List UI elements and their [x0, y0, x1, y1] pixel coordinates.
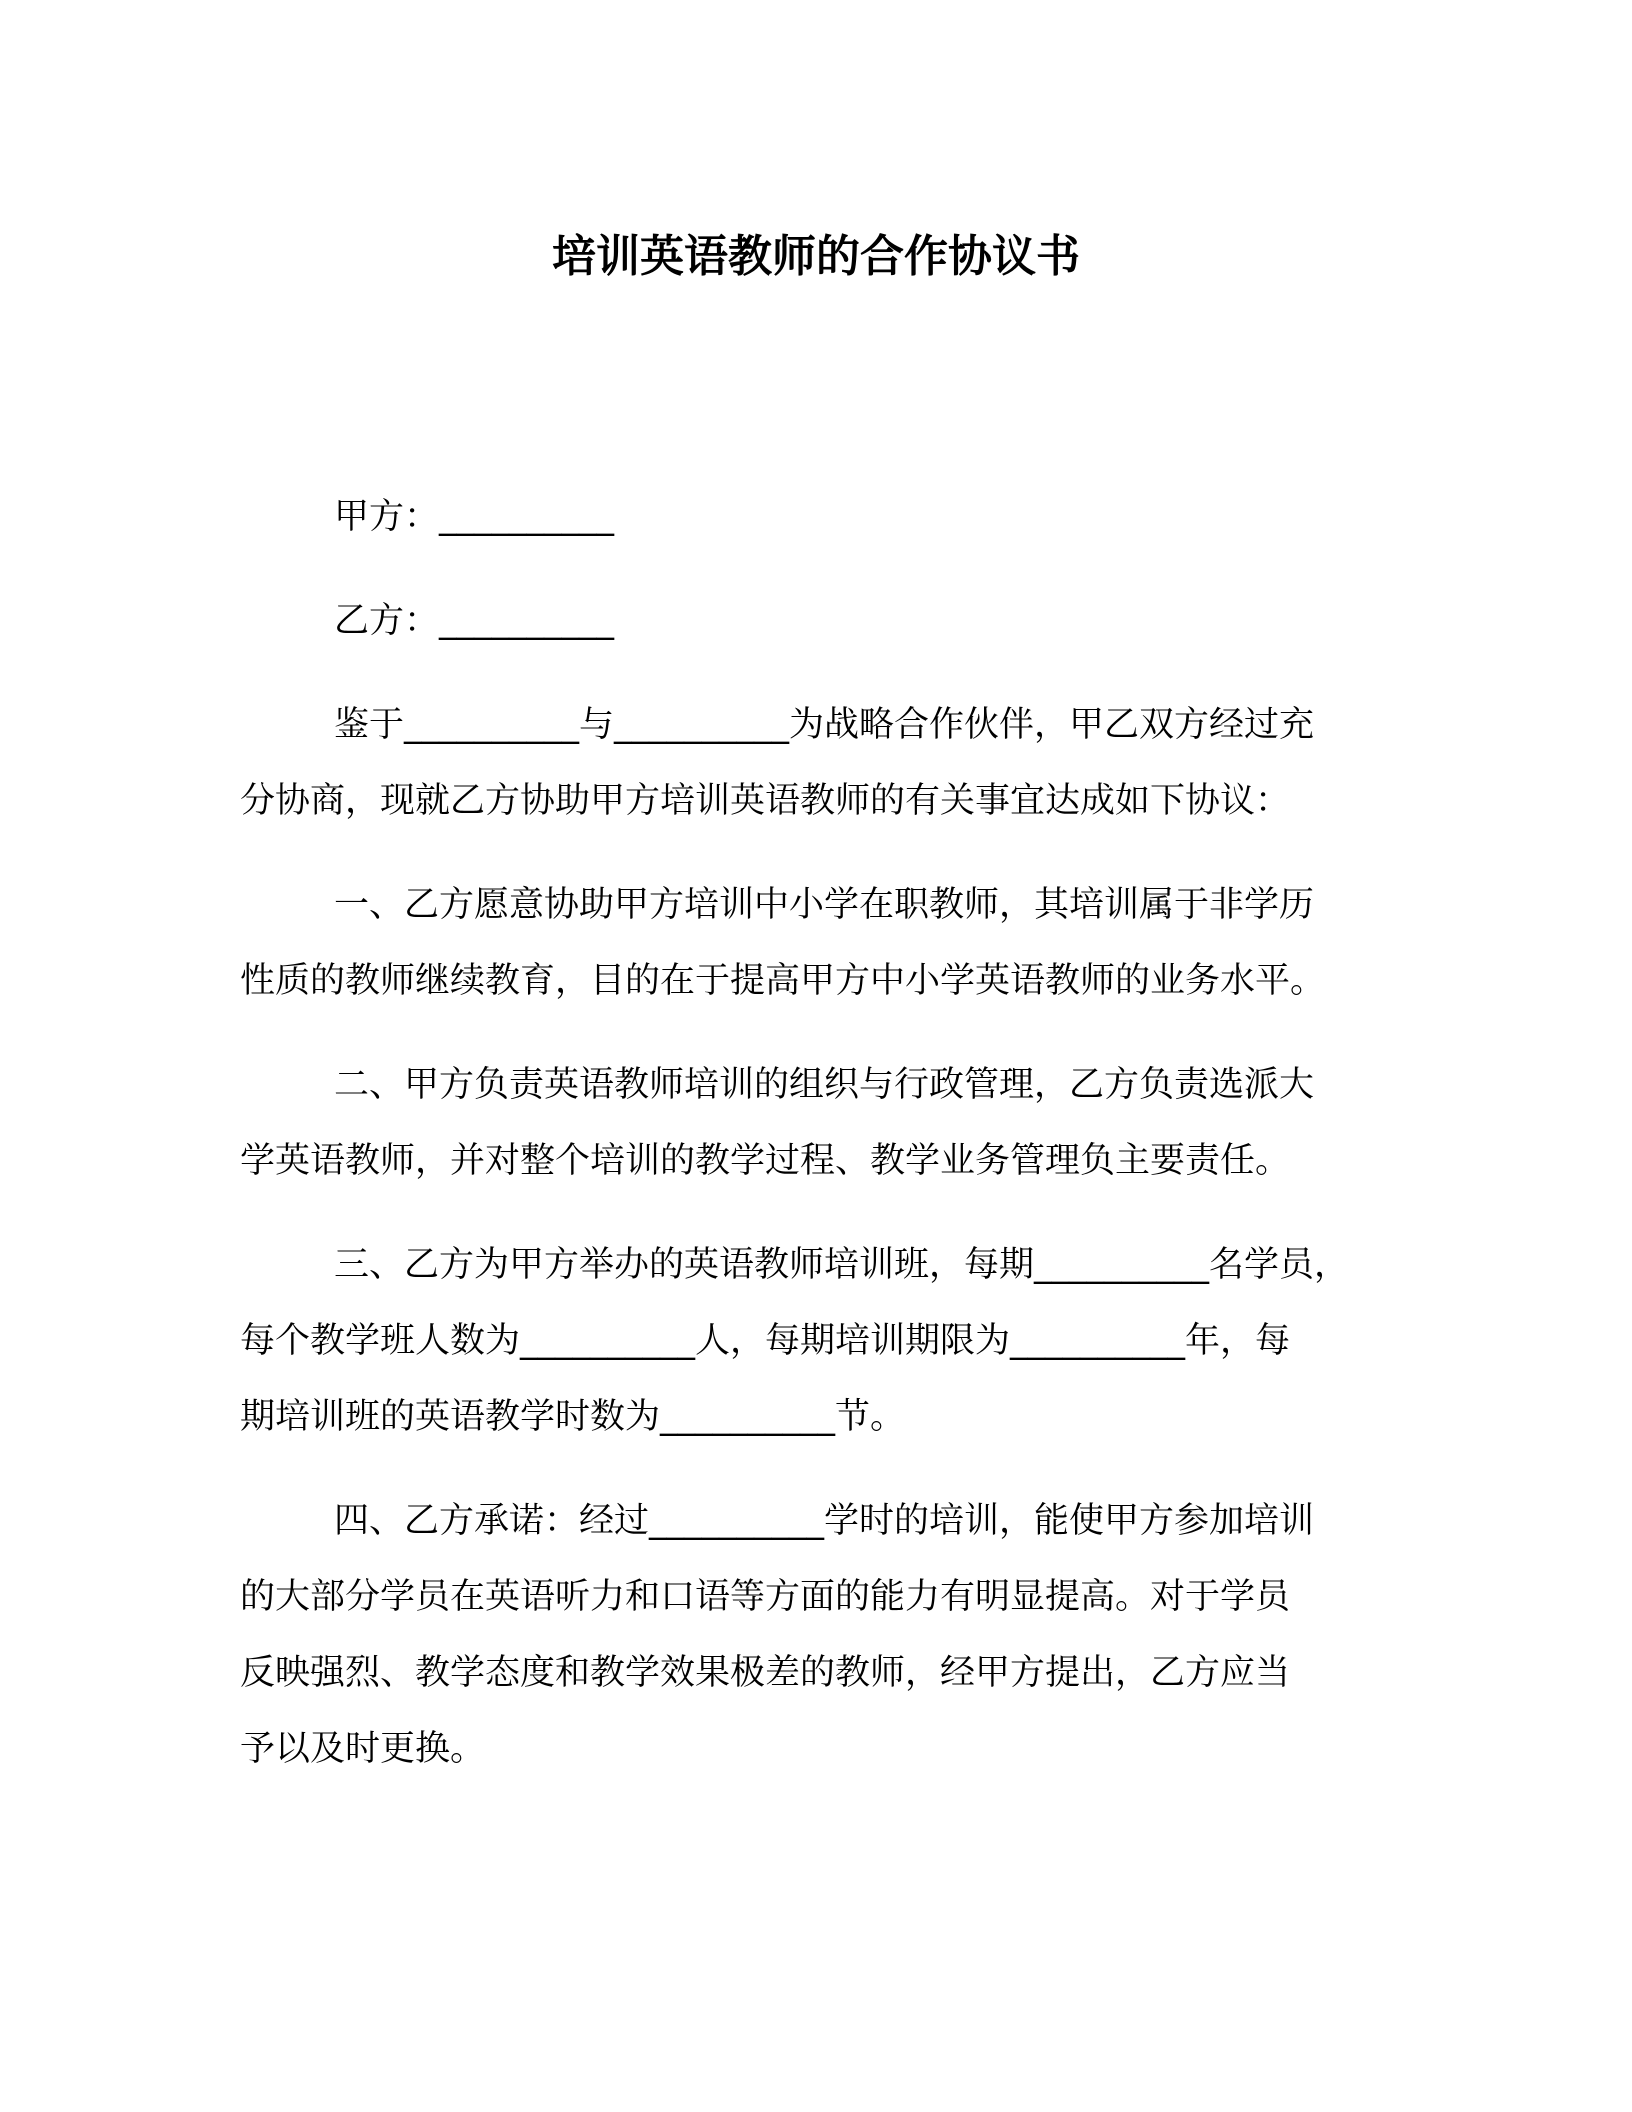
- clause4-line-3: 反映强烈、教学态度和教学效果极差的教师，经甲方提出，乙方应当: [240, 1653, 1291, 1693]
- preamble-line-1: 鉴于__________与__________为战略合作伙伴，甲乙双方经过充: [334, 705, 1315, 745]
- clause1-line-1: 一、乙方愿意协助甲方培训中小学在职教师，其培训属于非学历: [334, 885, 1315, 925]
- clause4-line-2: 的大部分学员在英语听力和口语等方面的能力有明显提高。对于学员: [240, 1577, 1291, 1617]
- party-b-line: 乙方：__________: [334, 601, 615, 641]
- clause2-line-2: 学英语教师，并对整个培训的教学过程、教学业务管理负主要责任。: [240, 1141, 1291, 1181]
- clause4-line-1: 四、乙方承诺：经过__________学时的培训，能使甲方参加培训: [334, 1501, 1315, 1541]
- preamble-line-2: 分协商，现就乙方协助甲方培训英语教师的有关事宜达成如下协议：: [240, 781, 1291, 821]
- clause3-line-3: 期培训班的英语教学时数为__________节。: [240, 1397, 906, 1437]
- clause1-line-2: 性质的教师继续教育，目的在于提高甲方中小学英语教师的业务水平。: [240, 961, 1326, 1001]
- clause3-line-1: 三、乙方为甲方举办的英语教师培训班，每期__________名学员，: [334, 1245, 1350, 1285]
- clause4-line-4: 予以及时更换。: [240, 1729, 486, 1769]
- document-title: 培训英语教师的合作协议书: [552, 231, 1080, 282]
- clause2-line-1: 二、甲方负责英语教师培训的组织与行政管理，乙方负责选派大: [334, 1065, 1315, 1105]
- clause3-line-2: 每个教学班人数为__________人，每期培训期限为__________年，每: [240, 1321, 1291, 1361]
- party-a-line: 甲方：__________: [334, 497, 615, 537]
